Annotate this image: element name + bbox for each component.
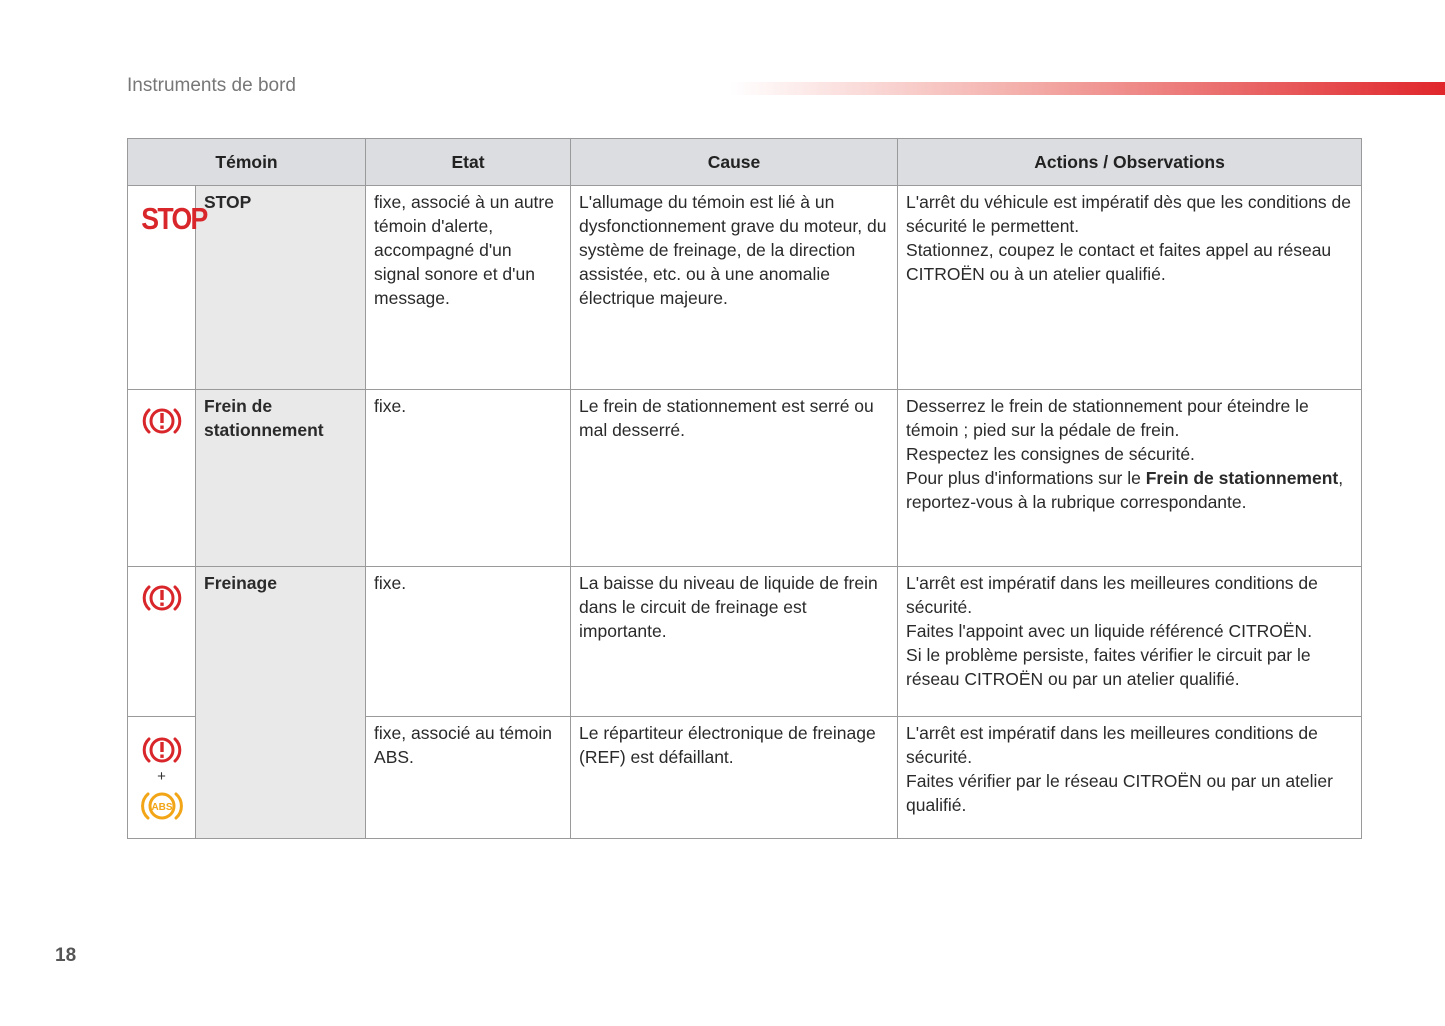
actions-cell [898, 390, 1362, 567]
etat-cell: fixe, associé à un autre témoin d'alerte, accompagné d'un signal sonore et d'un message. [366, 186, 571, 390]
column-header-actions: Actions / Observations [898, 139, 1362, 186]
action-reference [906, 466, 1353, 514]
table-row [128, 567, 1362, 717]
abs-warning-icon [139, 787, 185, 825]
temoin-icon-cell [128, 186, 207, 390]
temoin-name: Freinage [196, 567, 366, 839]
temoin-icon-cell [128, 717, 196, 839]
etat-cell: fixe, associé au témoin ABS. [366, 717, 571, 839]
temoin-icon-cell [128, 390, 196, 567]
cause-cell: L'allumage du témoin est lié à un dysfonctionnement grave du moteur, du système de freinage, de la direction assistée, etc. ou à une anomalie électrique majeure. [571, 186, 898, 390]
action-line: Si le problème persiste, faites vérifier le circuit par le réseau CITROËN ou par un atelier qualifié. [906, 645, 1311, 689]
brake-warning-icon [141, 404, 183, 438]
etat-cell: fixe. [366, 390, 571, 567]
cause-cell: La baisse du niveau de liquide de frein dans le circuit de freinage est importante. [571, 567, 898, 717]
action-line: Stationnez, coupez le contact et faites appel au réseau CITROËN ou à un atelier qualifié. [906, 240, 1332, 284]
column-header-etat: Etat [366, 139, 571, 186]
header-accent-band [730, 82, 1445, 95]
etat-cell: fixe. [366, 567, 571, 717]
action-line: Faites l'appoint avec un liquide référencé CITROËN. [906, 621, 1313, 641]
actions-cell [898, 567, 1362, 717]
column-header-cause: Cause [571, 139, 898, 186]
actions-cell [898, 186, 1362, 390]
brake-warning-icon [141, 581, 183, 615]
warning-lights-table [127, 138, 1362, 839]
table-header-row [128, 139, 1362, 186]
action-ref-topic: Frein de stationnement [1145, 468, 1339, 488]
action-ref-prefix: Pour plus d'informations sur le [906, 468, 1146, 488]
brake-warning-icon [141, 733, 183, 767]
stop-warning-icon: STOP [141, 201, 207, 236]
cause-cell: Le frein de stationnement est serré ou mal desserré. [571, 390, 898, 567]
plus-sign: + [157, 768, 166, 785]
table-row [128, 186, 1362, 390]
temoin-name: STOP [196, 186, 366, 390]
action-line: Desserrez le frein de stationnement pour éteindre le témoin ; pied sur la pédale de frein. [906, 396, 1309, 440]
cause-cell: Le répartiteur électronique de freinage (REF) est défaillant. [571, 717, 898, 839]
action-line: Respectez les consignes de sécurité. [906, 444, 1195, 464]
abs-icon-label: ABS [150, 802, 173, 813]
temoin-icon-cell [128, 567, 196, 717]
action-line: Faites vérifier par le réseau CITROËN ou par un atelier qualifié. [906, 771, 1333, 815]
action-line: L'arrêt est impératif dans les meilleures conditions de sécurité. [906, 723, 1318, 767]
action-line: L'arrêt est impératif dans les meilleures conditions de sécurité. [906, 573, 1318, 617]
actions-cell [898, 717, 1362, 839]
action-ref-suffix: , reportez-vous à la rubrique correspondante. [906, 468, 1344, 512]
page-number: 18 [55, 945, 77, 966]
section-title: Instruments de bord [127, 75, 296, 96]
temoin-name: Frein de stationnement [196, 390, 366, 567]
action-line: L'arrêt du véhicule est impératif dès que les conditions de sécurité le permettent. [906, 192, 1352, 236]
table-row [128, 390, 1362, 567]
column-header-temoin: Témoin [128, 139, 366, 186]
